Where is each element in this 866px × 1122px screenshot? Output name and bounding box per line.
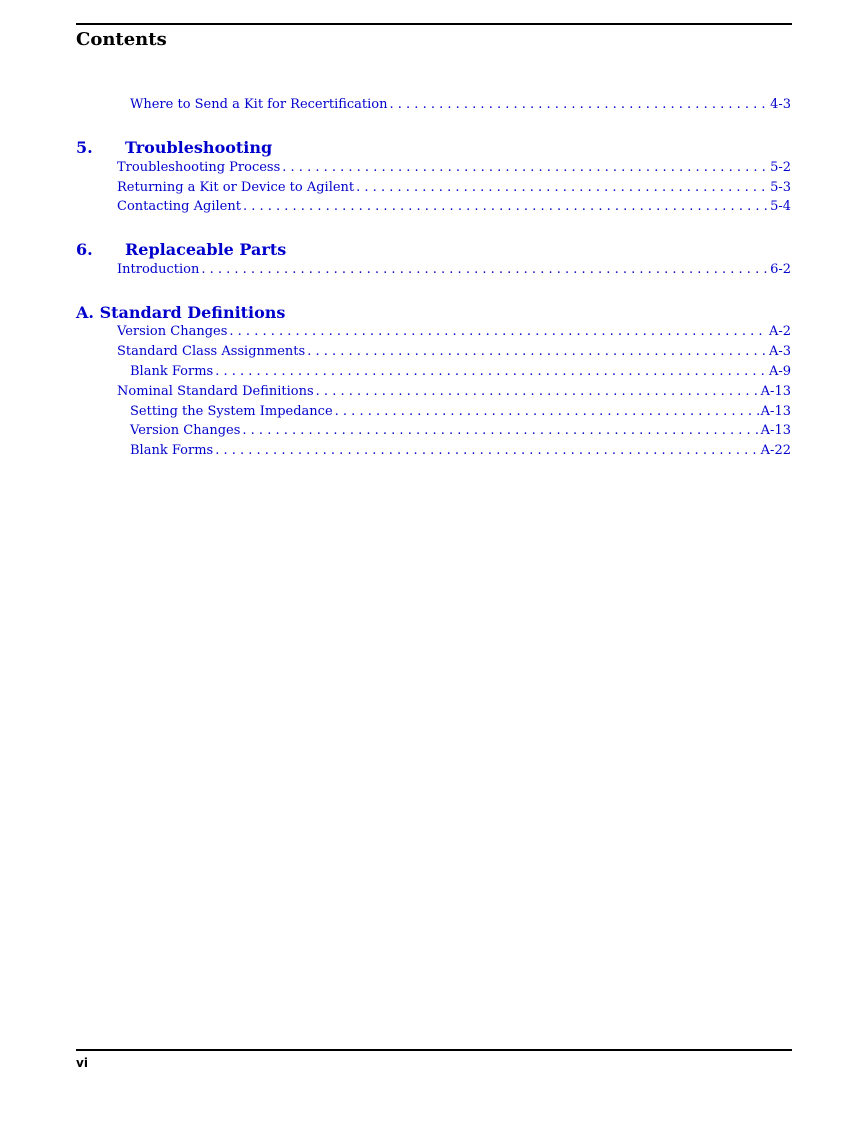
leader-dots — [201, 262, 768, 278]
toc-entry[interactable] — [130, 364, 791, 380]
chapter-number: 6. — [76, 240, 93, 259]
toc-entry-label: Version Changes — [130, 423, 241, 438]
leader-dots — [356, 180, 768, 196]
leader-dots — [316, 384, 759, 400]
toc-entry-page: A-2 — [768, 324, 791, 339]
toc-entry-label: Where to Send a Kit for Recertification — [130, 97, 388, 112]
chapter-heading-troubleshooting[interactable] — [76, 138, 272, 157]
toc-entry-page: A-22 — [760, 443, 791, 458]
toc-entry-page: 5-3 — [770, 180, 791, 195]
toc-entry-page: A-9 — [768, 364, 791, 379]
toc-entry-page: A-13 — [760, 384, 791, 399]
header-rule — [76, 23, 792, 25]
toc-entry-where-to-send-kit[interactable] — [130, 97, 791, 113]
leader-dots — [229, 324, 767, 340]
toc-entry[interactable] — [117, 324, 791, 340]
toc-entry[interactable] — [117, 262, 791, 278]
chapter-title: Replaceable Parts — [125, 240, 287, 259]
toc-entry-label: Troubleshooting Process — [117, 160, 281, 175]
toc-entry[interactable] — [117, 344, 791, 360]
leader-dots — [335, 404, 759, 420]
footer-rule — [76, 1049, 792, 1051]
toc-entry-page: A-3 — [768, 344, 791, 359]
toc-entry-label: Returning a Kit or Device to Agilent — [117, 180, 355, 195]
toc-entry-page: 5-4 — [770, 199, 791, 214]
leader-dots — [242, 423, 758, 439]
chapter-title: Standard Definitions — [99, 303, 286, 322]
chapter-heading-replaceable-parts[interactable] — [76, 240, 286, 259]
chapter-title: Troubleshooting — [125, 138, 273, 157]
page-title: Contents — [76, 29, 167, 50]
toc-entry-label: Blank Forms — [130, 443, 214, 458]
leader-dots — [215, 364, 767, 380]
toc-entry-label: Introduction — [117, 262, 200, 277]
toc-entry-page: 5-2 — [770, 160, 791, 175]
leader-dots — [243, 199, 768, 215]
toc-entry[interactable] — [117, 160, 791, 176]
chapter-number: A. — [76, 303, 94, 322]
toc-entry-page: A-13 — [760, 404, 791, 419]
toc-entry-label: Standard Class Assignments — [117, 344, 306, 359]
toc-entry-label: Nominal Standard Definitions — [117, 384, 314, 399]
toc-entry[interactable] — [117, 384, 791, 400]
toc-entry-page: A-13 — [760, 423, 791, 438]
page-number: vi — [76, 1056, 88, 1070]
toc-entry-label: Version Changes — [117, 324, 228, 339]
toc-entry[interactable] — [117, 180, 791, 196]
leader-dots — [390, 97, 769, 113]
toc-entry-page: 4-3 — [770, 97, 791, 112]
toc-entry[interactable] — [117, 199, 791, 215]
toc-entry-label: Contacting Agilent — [117, 199, 241, 214]
toc-entry[interactable] — [130, 404, 791, 420]
toc-entry-label: Setting the System Impedance — [130, 404, 333, 419]
chapter-heading-standard-definitions[interactable] — [76, 303, 285, 322]
leader-dots — [215, 443, 758, 459]
leader-dots — [307, 344, 767, 360]
toc-entry[interactable] — [130, 443, 791, 459]
toc-entry[interactable] — [130, 423, 791, 439]
chapter-number: 5. — [76, 138, 93, 157]
toc-entry-page: 6-2 — [770, 262, 791, 277]
leader-dots — [282, 160, 768, 176]
toc-entry-label: Blank Forms — [130, 364, 214, 379]
